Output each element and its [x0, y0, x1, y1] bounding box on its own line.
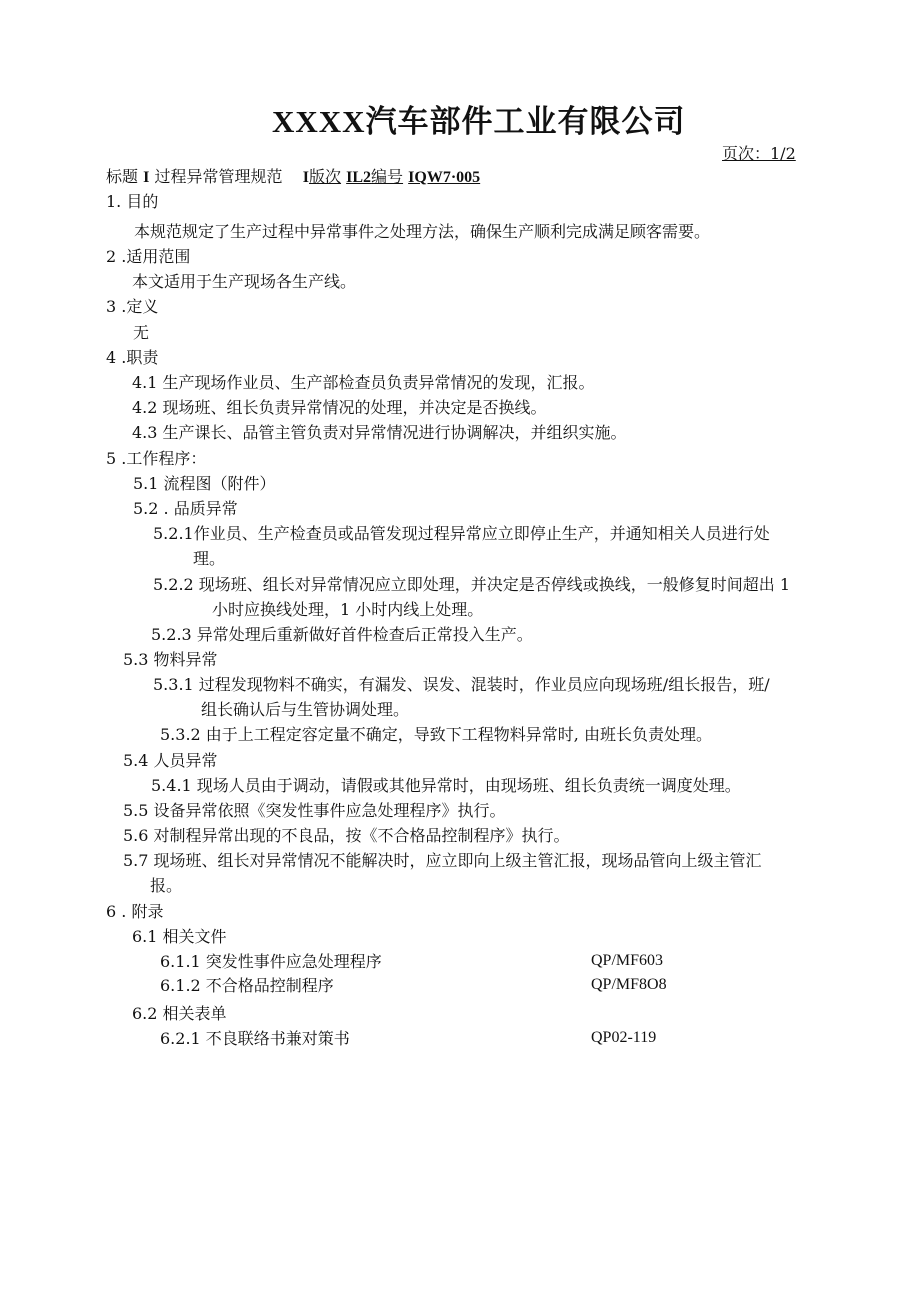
- header-number-label: 编号: [371, 167, 404, 186]
- item-5-2-2-cont: 小时应换线处理，1 小时内线上处理。: [212, 600, 484, 619]
- scope-text: 本文适用于生产现场各生产线。: [132, 272, 357, 291]
- item-5-3: 5.3 物料异常: [123, 650, 218, 669]
- item-5-2-2: 5.2.2 现场班、组长对异常情况应立即处理，并决定是否停线或换线，一般修复时间超出 1: [153, 575, 791, 594]
- section-1-heading: 1. 目的: [106, 192, 159, 211]
- item-5-7: 5.7 现场班、组长对异常情况不能解决时，应立即向上级主管汇报，现场品管向上级主管汇: [123, 851, 762, 870]
- section-2-heading: 2 .适用范围: [106, 247, 191, 266]
- definition-text: 无: [133, 323, 150, 342]
- header-number-value: IQW7·005: [408, 169, 481, 186]
- item-6-2-1: 6.2.1 不良联络书兼对策书: [160, 1029, 350, 1048]
- section-6-heading: 6 . 附录: [106, 902, 164, 921]
- header-title-label: 标题: [106, 167, 139, 186]
- item-5-6: 5.6 对制程异常出现的不良品，按《不合格品控制程序》执行。: [123, 826, 570, 845]
- item-6-1: 6.1 相关文件: [132, 927, 227, 946]
- item-5-3-2: 5.3.2 由于上工程定容定量不确定，导致下工程物料异常时, 由班长负责处理。: [160, 725, 712, 744]
- item-5-2: 5.2 . 品质异常: [133, 499, 238, 518]
- item-5-4: 5.4 人员异常: [123, 751, 218, 770]
- section-3-heading: 3 .定义: [106, 297, 159, 316]
- item-5-5: 5.5 设备异常依照《突发性事件应急处理程序》执行。: [123, 801, 506, 820]
- company-title-prefix: XXXX: [272, 104, 366, 139]
- purpose-text: 本规范规定了生产过程中异常事件之处理方法，确保生产顺利完成满足顾客需要。: [134, 222, 711, 241]
- item-6-1-1: 6.1.1 突发性事件应急处理程序: [160, 952, 382, 971]
- company-title: [272, 96, 732, 141]
- header-version-label: 版次: [309, 167, 342, 186]
- item-5-2-1-cont: 理。: [193, 549, 226, 568]
- header-doc-name: 过程异常管理规范: [154, 167, 283, 186]
- document-header: [106, 164, 480, 187]
- section-5-heading: 5 .工作程序：: [106, 449, 207, 468]
- duty-4-2: 4.2 现场班、组长负责异常情况的处理，并决定是否换线。: [132, 398, 547, 417]
- company-title-rest: 汽车部件工业有限公司: [365, 104, 686, 140]
- header-separator: I: [143, 169, 150, 186]
- item-5-3-1: 5.3.1 过程发现物料不确实，有漏发、误发、混装时，作业员应向现场班/组长报告，班/: [153, 675, 770, 694]
- item-5-2-3: 5.2.3 异常处理后重新做好首件检查后正常投入生产。: [151, 625, 533, 644]
- item-5-7-cont: 报。: [150, 876, 183, 895]
- item-5-2-1: 5.2.1作业员、生产检查员或品管发现过程异常应立即停止生产，并通知相关人员进行处: [153, 524, 770, 543]
- header-separator: I: [302, 169, 310, 186]
- duty-4-1: 4.1 生产现场作业员、生产部检查员负责异常情况的发现，汇报。: [132, 373, 595, 392]
- page-number: 页次：1/2: [722, 144, 796, 163]
- item-6-1-2: 6.1.2 不合格品控制程序: [160, 976, 334, 995]
- section-4-heading: 4 .职责: [106, 348, 159, 367]
- doc-code-6-1-1: QP/MF603: [591, 952, 664, 969]
- item-5-4-1: 5.4.1 现场人员由于调动，请假或其他异常时，由现场班、组长负责统一调度处理。: [151, 776, 741, 795]
- doc-code-6-2-1: QP02-119: [591, 1029, 657, 1046]
- doc-code-6-1-2: QP/MF8O8: [591, 976, 667, 993]
- item-5-3-1-cont: 组长确认后与生管协调处理。: [201, 700, 410, 719]
- item-6-2: 6.2 相关表单: [132, 1004, 227, 1023]
- duty-4-3: 4.3 生产课长、品管主管负责对异常情况进行协调解决，并组织实施。: [132, 423, 627, 442]
- header-version-value: IL2: [346, 169, 372, 186]
- item-5-1: 5.1 流程图（附件）: [133, 474, 276, 493]
